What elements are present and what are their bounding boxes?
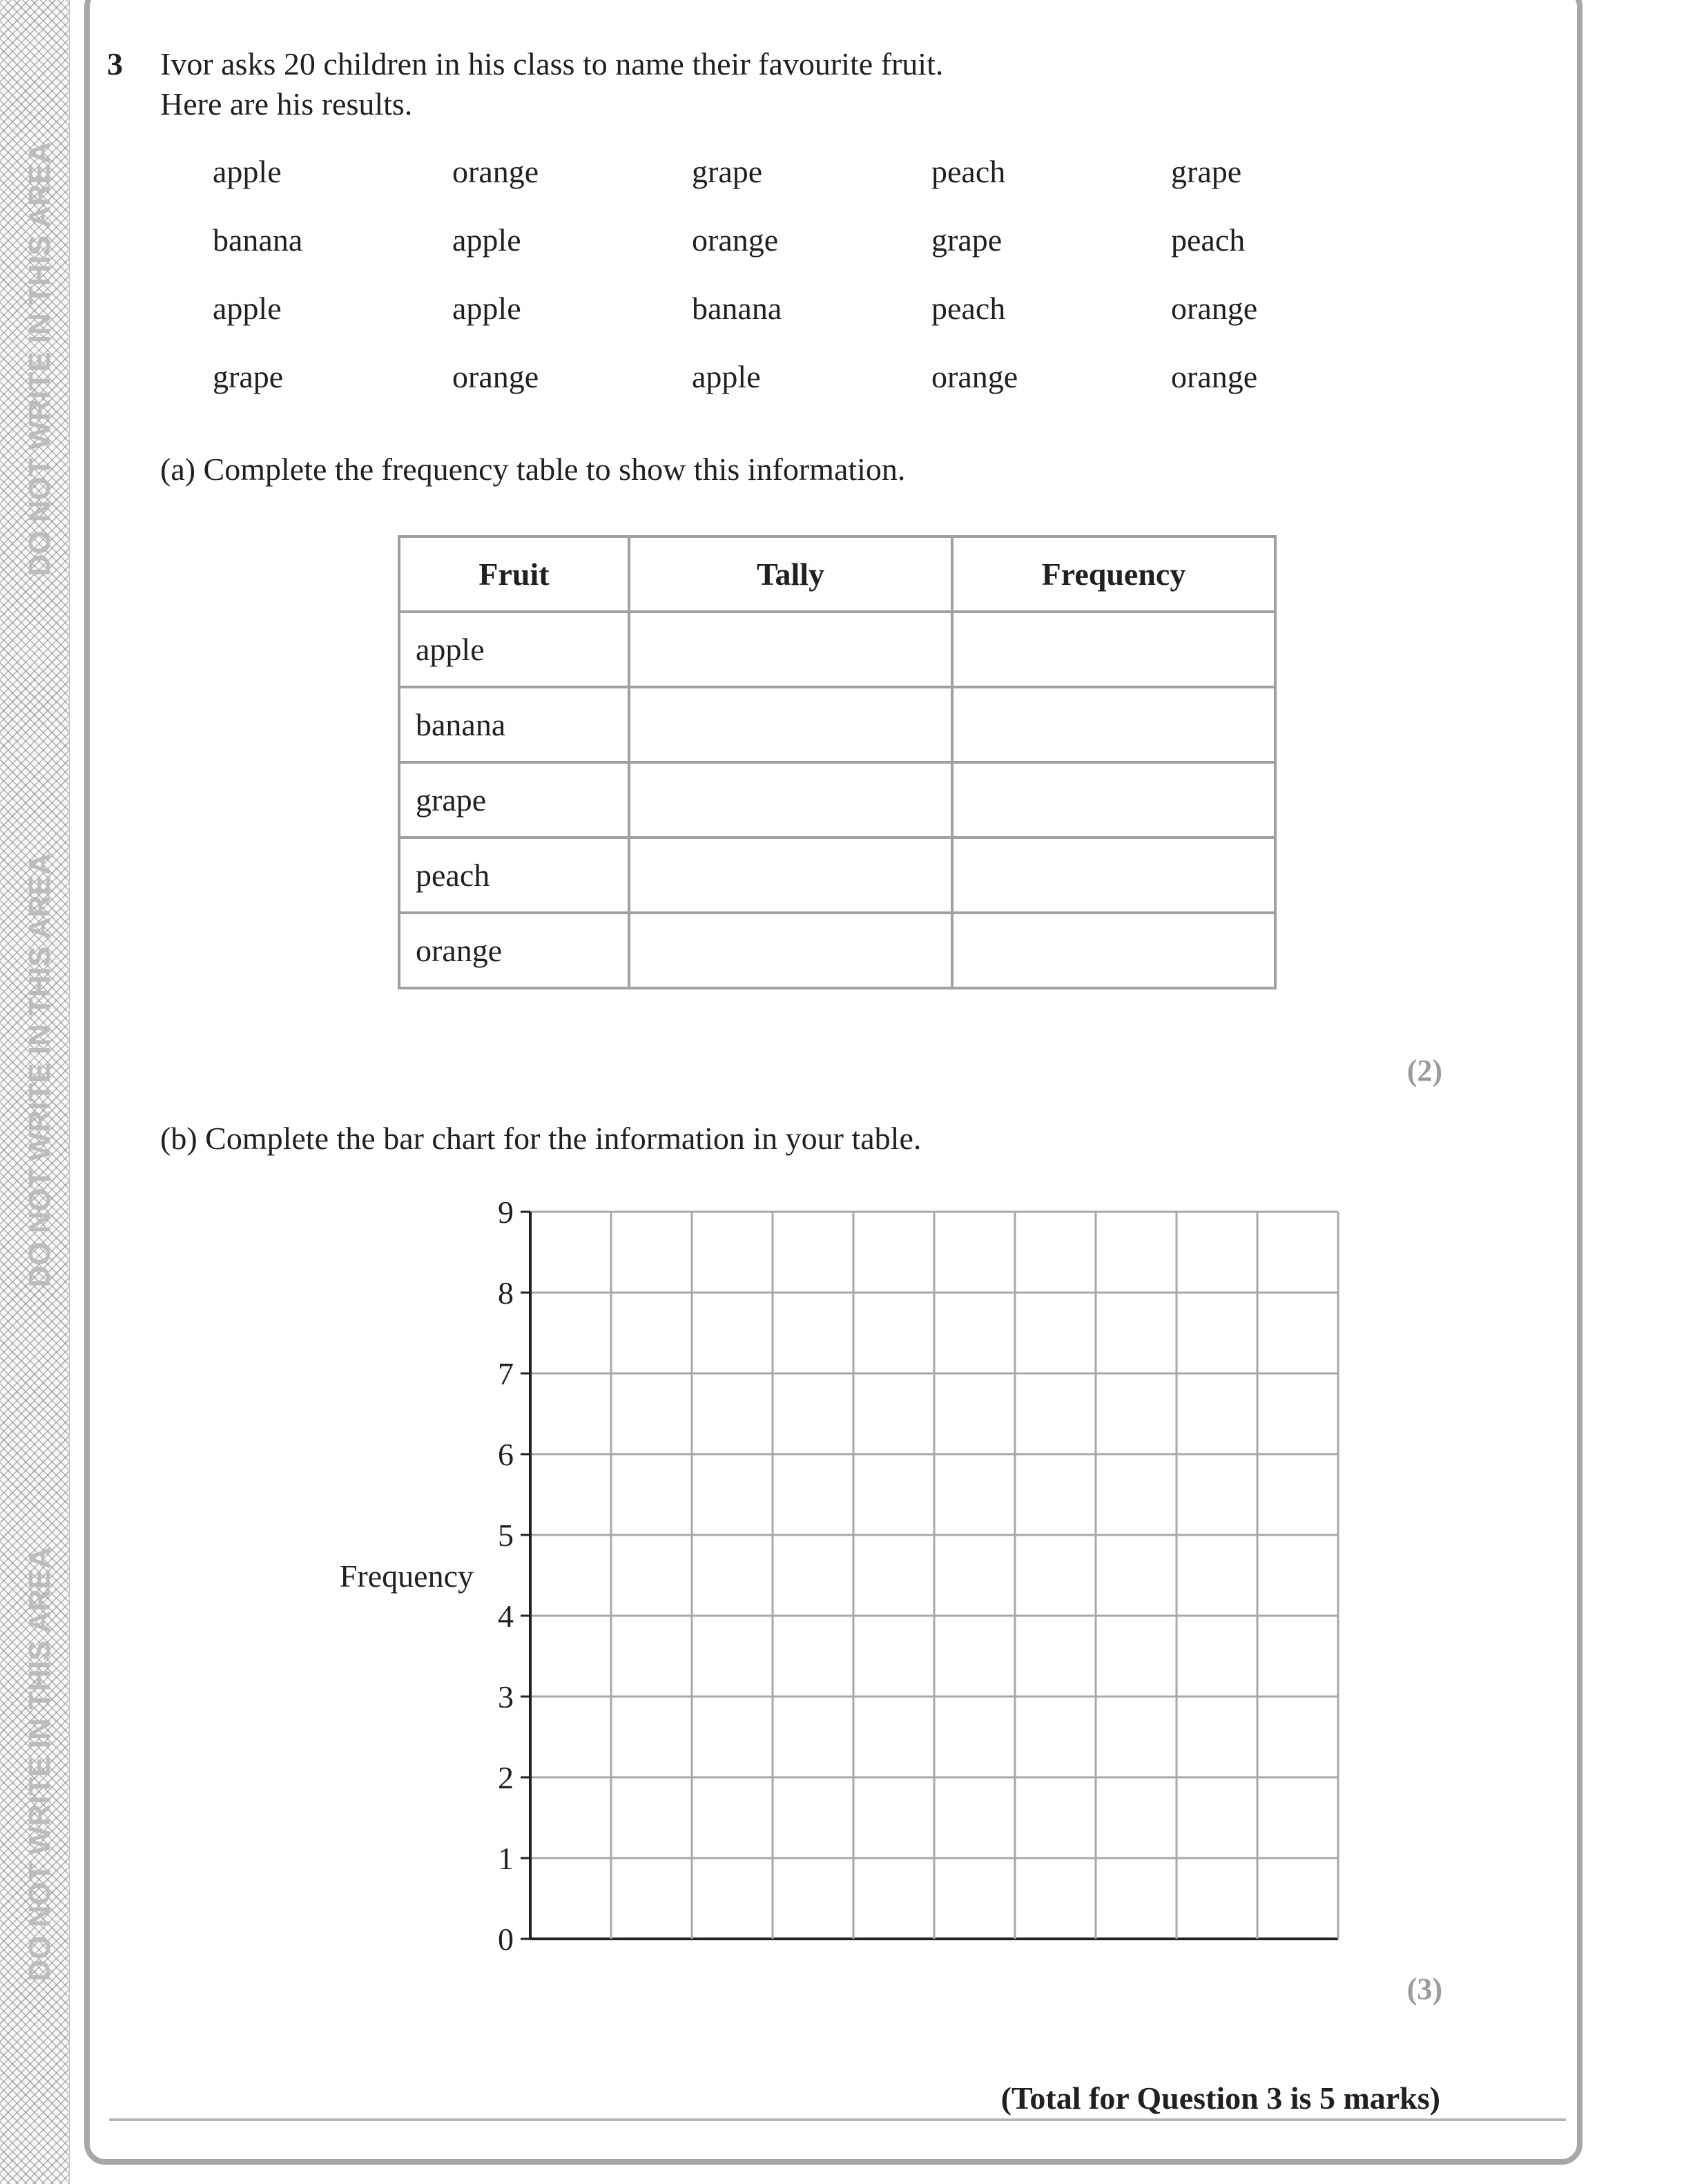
part-a-label: (a) Complete the frequency table to show this information. <box>160 452 906 487</box>
question-text: Ivor asks 20 children in his class to name their favourite fruit. <box>160 46 944 81</box>
part-b-label: (b) Complete the bar chart for the information in your table. <box>160 1121 922 1156</box>
result-word: apple <box>452 222 521 258</box>
y-tick-label: 9 <box>498 1195 514 1230</box>
y-tick-label: 6 <box>498 1437 514 1472</box>
y-tick-label: 5 <box>498 1518 514 1553</box>
y-tick-label: 1 <box>498 1841 514 1876</box>
table-cell-fruit: apple <box>399 612 629 687</box>
result-word: grape <box>692 154 763 189</box>
result-word: apple <box>452 291 521 326</box>
y-axis-label: Frequency <box>339 1558 474 1594</box>
table-cell-fruit: orange <box>399 913 629 988</box>
result-word: orange <box>452 359 539 394</box>
y-tick-label: 3 <box>498 1679 514 1714</box>
table-cell-fruit: peach <box>399 838 629 913</box>
result-word: orange <box>692 222 779 258</box>
y-tick-label: 4 <box>498 1598 514 1634</box>
margin-warning-label: DO NOT WRITE IN THIS AREA <box>23 142 57 577</box>
result-word: grape <box>213 359 284 394</box>
result-word: grape <box>931 222 1003 258</box>
table-cell-fruit: banana <box>399 687 629 762</box>
part-b-marks: (3) <box>1406 1972 1442 2006</box>
table-header-frequency: Frequency <box>952 537 1275 612</box>
y-tick-label: 7 <box>498 1356 514 1391</box>
margin-warning-label: DO NOT WRITE IN THIS AREA <box>23 853 57 1288</box>
table-header-tally: Tally <box>629 537 952 612</box>
result-word: apple <box>692 359 761 394</box>
margin-warning-label: DO NOT WRITE IN THIS AREA <box>23 1547 57 1982</box>
table-header-fruit: Fruit <box>399 537 629 612</box>
result-word: banana <box>213 222 303 258</box>
y-tick-label: 0 <box>498 1922 514 1957</box>
result-word: apple <box>213 154 282 189</box>
total-marks: (Total for Question 3 is 5 marks) <box>1000 2080 1440 2116</box>
question-number: 3 <box>107 46 123 81</box>
result-word: orange <box>1171 291 1258 326</box>
table-cell-fruit: grape <box>399 762 629 838</box>
y-tick-label: 2 <box>498 1760 514 1795</box>
result-word: grape <box>1171 154 1242 189</box>
result-word: peach <box>931 291 1006 326</box>
result-word: apple <box>213 291 282 326</box>
result-word: orange <box>1171 359 1258 394</box>
result-word: orange <box>931 359 1018 394</box>
result-word: banana <box>692 291 782 326</box>
bottom-rule <box>109 2118 1566 2121</box>
result-word: orange <box>452 154 539 189</box>
result-word: peach <box>1171 222 1246 258</box>
part-a-marks: (2) <box>1406 1054 1442 1088</box>
y-tick-label: 8 <box>498 1275 514 1311</box>
question-text: Here are his results. <box>160 86 413 122</box>
result-word: peach <box>931 154 1006 189</box>
